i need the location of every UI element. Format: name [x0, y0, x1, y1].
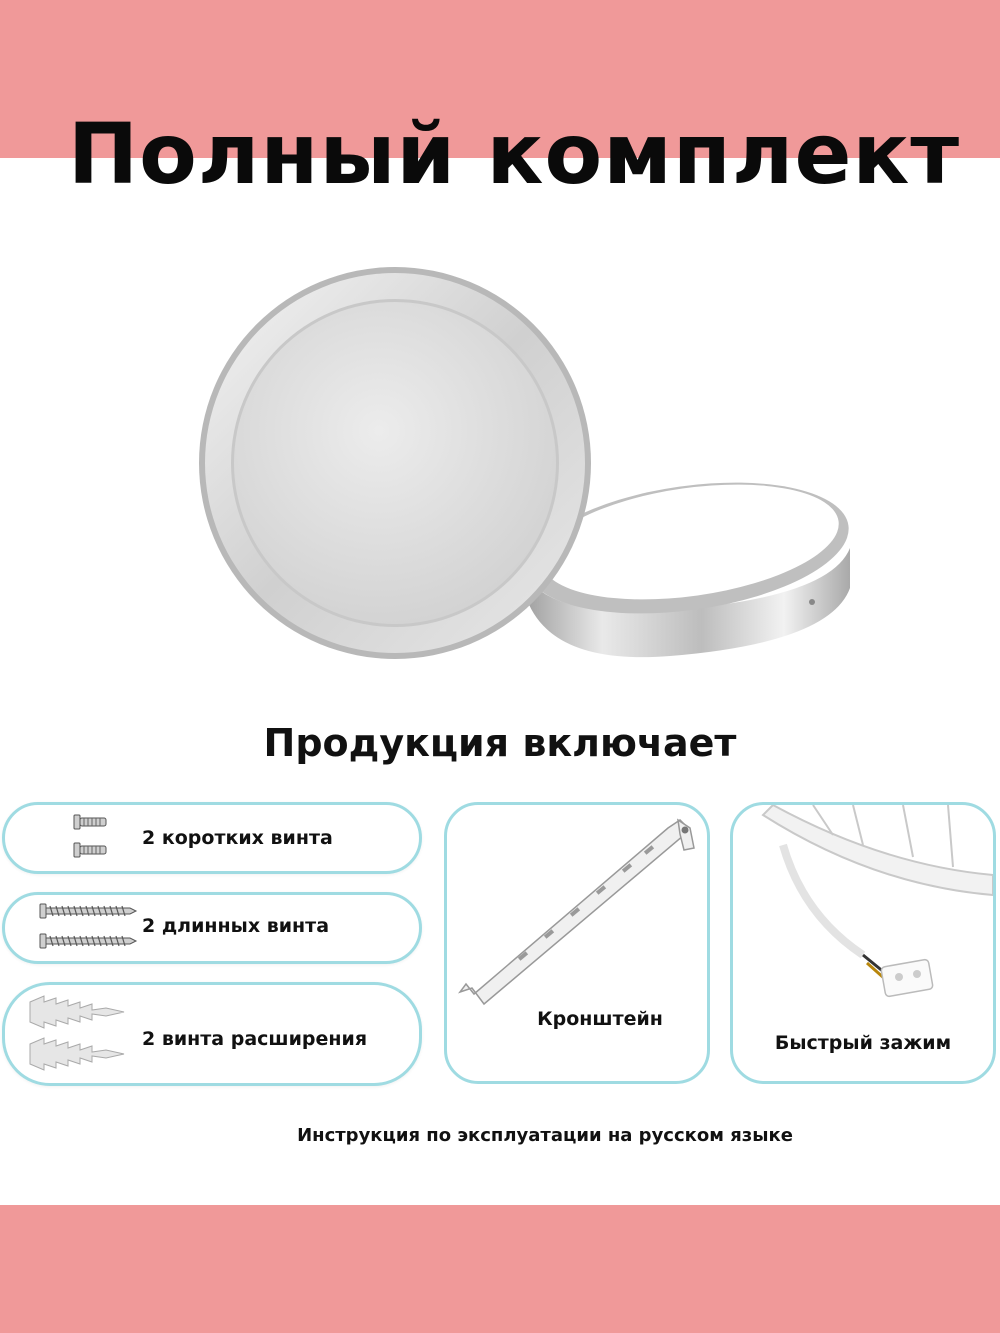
short-screw-icon: [72, 813, 108, 865]
mounting-bracket-icon: [454, 814, 704, 1020]
quick-clamp-label: Быстрый зажим: [774, 1032, 952, 1054]
contents-heading: Продукция включает: [263, 721, 737, 765]
round-led-panel-lamp-icon: [190, 258, 860, 670]
terminal-clamp-icon: [733, 805, 993, 1005]
bracket-label: Кронштейн: [537, 1008, 663, 1030]
expansion-screws-label: 2 винта расширения: [142, 1028, 368, 1050]
wall-plug-icon: [26, 992, 128, 1076]
long-screw-icon: [38, 898, 138, 954]
front-lamp: [199, 267, 591, 659]
manual-label: Инструкция по эксплуатации на русском языке: [297, 1125, 793, 1146]
page-title: Полный комплект: [67, 105, 961, 203]
bottom-pink-band: [0, 1205, 1000, 1333]
short-screws-label: 2 коротких винта: [142, 827, 333, 849]
long-screws-label: 2 длинных винта: [142, 915, 330, 937]
